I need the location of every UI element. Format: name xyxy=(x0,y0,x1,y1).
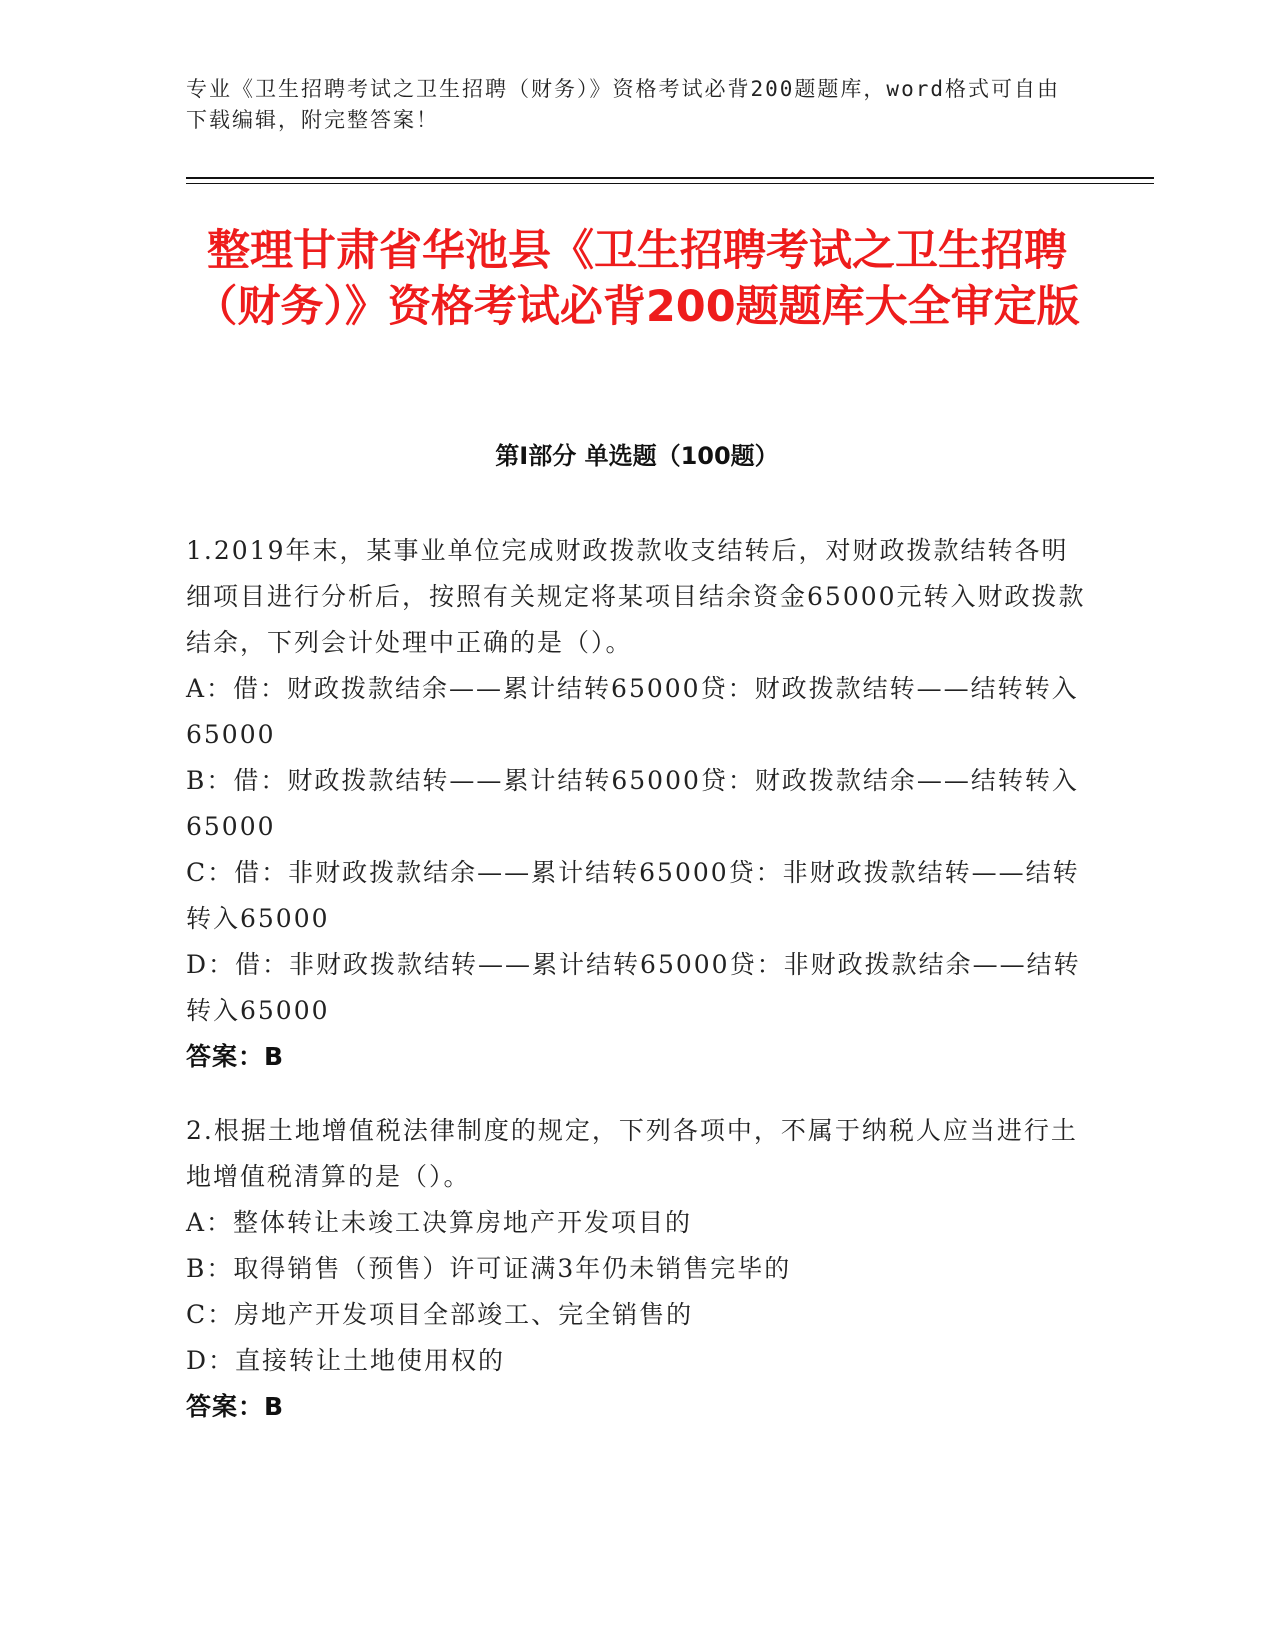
section-heading: 第I部分 单选题（100题） xyxy=(495,442,779,470)
question-1 xyxy=(186,528,1086,1080)
option-a: A：整体转让未竣工决算房地产开发项目的 xyxy=(186,1208,693,1237)
option-a: A：借：财政拨款结余——累计结转65000贷：财政拨款结转——结转转入65000 xyxy=(186,674,1079,749)
option-c: C：房地产开发项目全部竣工、完全销售的 xyxy=(186,1300,694,1329)
option-b: B：借：财政拨款结转——累计结转65000贷：财政拨款结余——结转转入65000 xyxy=(186,766,1079,841)
option-b: B：取得销售（预售）许可证满3年仍未销售完毕的 xyxy=(186,1254,792,1283)
intro-text: 专业《卫生招聘考试之卫生招聘（财务）》资格考试必背200题题库，word格式可自由下载编辑，附完整答案！ xyxy=(186,77,1060,132)
header-divider-thick xyxy=(186,177,1154,179)
option-c: C：借：非财政拨款结余——累计结转65000贷：非财政拨款结转——结转转入65000 xyxy=(186,858,1080,933)
answer-label: 答案：B xyxy=(186,1392,285,1421)
question-stem: 2.根据土地增值税法律制度的规定，下列各项中，不属于纳税人应当进行土地增值税清算的是（）。 xyxy=(186,1116,1078,1191)
question-2 xyxy=(186,1108,1086,1430)
document-title: 整理甘肃省华池县《卫生招聘考试之卫生招聘（财务）》资格考试必背200题题库大全审定版 xyxy=(194,226,1080,332)
answer-label: 答案：B xyxy=(186,1042,285,1071)
option-d: D：借：非财政拨款结转——累计结转65000贷：非财政拨款结余——结转转入65000 xyxy=(186,950,1081,1025)
question-stem: 1.2019年末，某事业单位完成财政拨款收支结转后，对财政拨款结转各明细项目进行分析后，按照有关规定将某项目结余资金65000元转入财政拨款结余，下列会计处理中正确的是（）。 xyxy=(186,536,1086,657)
option-d: D：直接转让土地使用权的 xyxy=(186,1346,506,1375)
header-divider-thin xyxy=(186,183,1154,184)
